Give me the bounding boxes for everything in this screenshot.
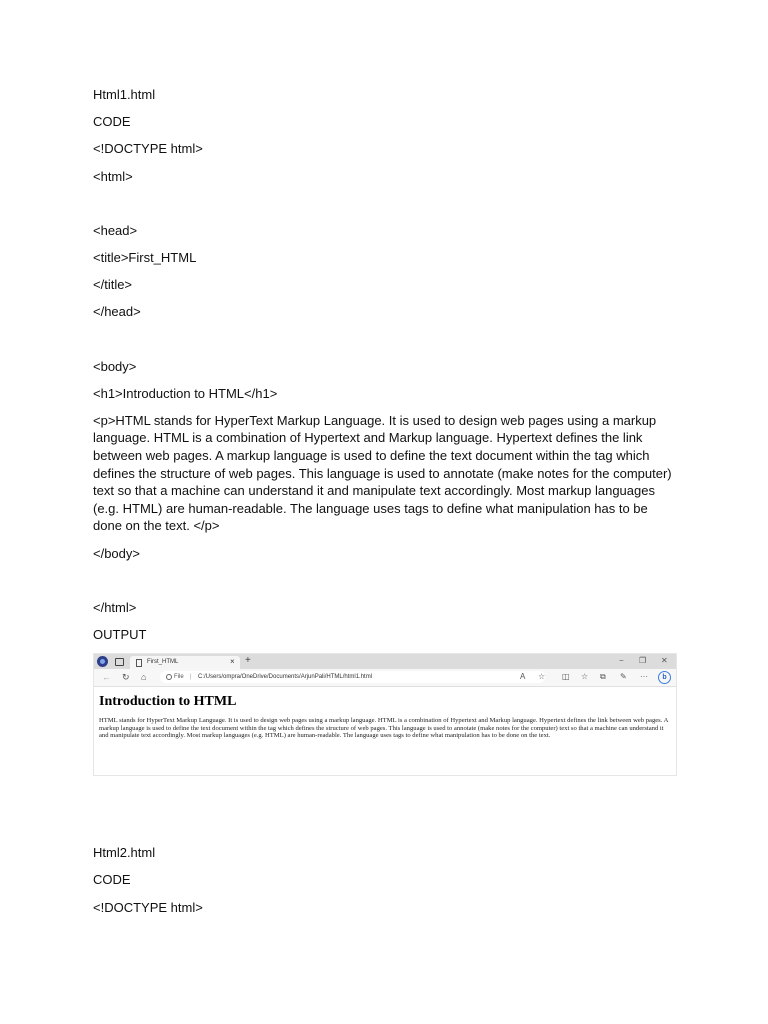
code-line-html-open: <html> bbox=[93, 168, 133, 184]
code-label-2: CODE bbox=[93, 872, 131, 888]
read-aloud-icon[interactable]: A bbox=[520, 672, 526, 682]
code-line-head-open: <head> bbox=[93, 222, 138, 238]
browser-tab[interactable] bbox=[130, 656, 240, 669]
tab-actions-icon[interactable] bbox=[115, 658, 124, 666]
code-line-paragraph: <p>HTML stands for HyperText Markup Language. It is used to design web pages using a markup language. HTML is a combination of Hypertext and Markup language. Hypertext defines the link between web pages. A markup language is used to define the text document within the tag which defines the structure of web pages. This language is used to annotate (make notes for the computer) text so that a machine can understand it and manipulate text accordingly. Most markup languages (e.g. HTML) are human-readable. The language uses tags to define what manipulation has to be done on the text. </p> bbox=[93, 412, 672, 534]
code-line-body-open: <body> bbox=[93, 358, 137, 374]
code-line-html-close: </html> bbox=[93, 599, 137, 615]
address-bar-row bbox=[94, 669, 676, 687]
profile-avatar-icon[interactable] bbox=[97, 656, 108, 667]
code-label: CODE bbox=[93, 114, 131, 130]
file-name-heading-2: Html2.html bbox=[93, 845, 156, 861]
file-name-heading: Html1.html bbox=[93, 87, 156, 102]
output-label: OUTPUT bbox=[93, 627, 147, 642]
code-line-head-close: </head> bbox=[93, 304, 141, 320]
favorites-icon[interactable]: ☆ bbox=[581, 672, 589, 682]
browser-output-screenshot bbox=[93, 653, 677, 776]
document-page bbox=[93, 86, 678, 926]
address-input[interactable] bbox=[160, 671, 545, 683]
more-menu-icon[interactable]: ··· bbox=[640, 672, 648, 682]
tab-title: First_HTML bbox=[147, 659, 179, 666]
rendered-page bbox=[94, 687, 676, 739]
address-separator: | bbox=[190, 674, 192, 681]
document-icon bbox=[136, 659, 142, 667]
home-icon[interactable]: ⌂ bbox=[141, 672, 147, 683]
info-icon[interactable] bbox=[166, 674, 172, 680]
favorite-star-icon[interactable]: ☆ bbox=[538, 672, 546, 682]
code-line-doctype: <!DOCTYPE html> bbox=[93, 141, 203, 157]
rendered-heading: Introduction to HTML bbox=[99, 694, 237, 710]
extensions-icon[interactable]: ✎ bbox=[620, 672, 627, 682]
blank-line bbox=[93, 195, 678, 222]
code-line-h1: <h1>Introduction to HTML</h1> bbox=[93, 385, 278, 401]
browser-tab-bar bbox=[94, 654, 676, 669]
rendered-paragraph: HTML stands for HyperText Markup Language. It is used to design web pages using a markup language. HTML is a combination of Hypertext and Markup language. Hypertext defines the link between web pages. A markup language is used to define the text document within the tag which defines the structure of web pages. This language is used to annotate (make notes for the computer) text so that a machine can understand it and manipulate text accordingly. Most markup languages (e.g. HTML) are human-readable. The language uses tags to define what manipulation has to be done on the text. bbox=[99, 717, 669, 739]
blank-line bbox=[93, 572, 678, 599]
restore-icon[interactable]: ❐ bbox=[639, 656, 647, 666]
code-line-doctype-2: <!DOCTYPE html> bbox=[93, 899, 203, 915]
minimize-icon[interactable]: − bbox=[619, 656, 624, 666]
new-tab-icon[interactable]: + bbox=[245, 655, 251, 667]
file-scheme-label: File bbox=[174, 674, 184, 681]
code-line-title-close: </title> bbox=[93, 277, 133, 293]
back-icon[interactable]: ← bbox=[102, 672, 111, 683]
code-line-title-open: <title>First_HTML bbox=[93, 249, 197, 265]
address-url[interactable]: C:/Users/ompra/OneDrive/Documents/ArjunPali/HTML/html1.html bbox=[198, 674, 373, 681]
bing-copilot-icon[interactable]: b bbox=[658, 671, 671, 684]
split-screen-icon[interactable]: ◫ bbox=[562, 672, 570, 682]
code-line-body-close: </body> bbox=[93, 545, 140, 561]
blank-line bbox=[93, 331, 678, 358]
reload-icon[interactable]: ↻ bbox=[122, 672, 130, 683]
blank-line bbox=[93, 776, 678, 844]
window-close-icon[interactable]: ✕ bbox=[661, 656, 668, 666]
tab-close-icon[interactable]: × bbox=[230, 657, 235, 667]
collections-icon[interactable]: ⧉ bbox=[600, 672, 606, 682]
